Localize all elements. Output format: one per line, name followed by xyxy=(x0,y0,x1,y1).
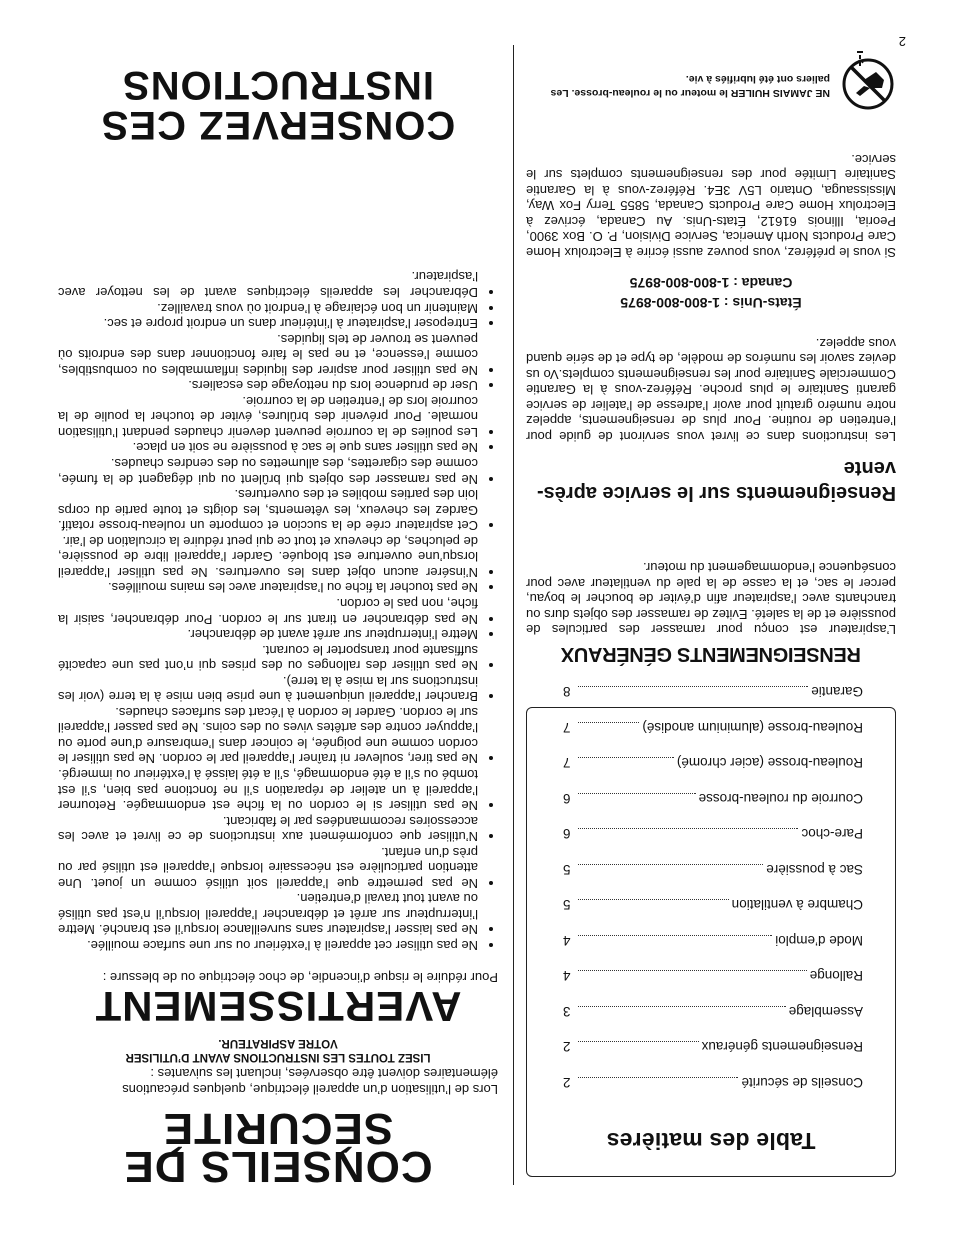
toc-leader-dots xyxy=(578,900,729,913)
toc-item-page: 2 xyxy=(563,1039,571,1055)
toc-item-label: Rallonge xyxy=(809,968,863,984)
phone-canada: Canada : 1-800-800-8975 xyxy=(629,275,793,291)
safety-rule: • Maintenir un bon éclairage à l’endroit où vous travaillez. xyxy=(58,300,478,316)
safety-rule: • Débrancher les appareils électriques avant de les nettoyer avec l’aspirateur. xyxy=(58,269,478,300)
toc-item-label: Garantie xyxy=(811,684,863,700)
safety-rule: • Ne pas utiliser si le cordon ou la fiche est endommagée. Retourner l’appareil à un atelier de réparation s’il ne fonctione pas bien, s’il est tombé ou s’il a été endommagé, s’il a été laissé à l’extérieur ou immergé. xyxy=(58,766,478,813)
toc-item xyxy=(563,664,863,700)
safety-rule: • Ne pas laisser l’aspirateur sans surveillance lorsqu’il est branché. Mettre l’interrupteur sur arrêt et débrancher l’appareil lorsqu’il n’est pas utilisé ou avant tout travail d’entretien. xyxy=(58,891,478,938)
safety-rule: • Ne pas utiliser cet appareil à l’extérieur ou sur une surface mouillée. xyxy=(58,937,478,953)
toc-item-page: 5 xyxy=(563,897,571,913)
toc-list xyxy=(563,664,863,1090)
toc-item xyxy=(563,842,863,878)
toc-item-page: 3 xyxy=(563,1004,571,1019)
toc-item-label: Assemblage xyxy=(788,1004,863,1019)
toc-item-label: Rouleau-brosse (aluminium anodisé) xyxy=(642,720,863,735)
safety-title-line2: SÉCURITÉ xyxy=(162,1104,394,1153)
safety-rule: • Ne pas permettre que l’appareil soit utilisé comme un jouet. Une attention particulière est nécessaire lorsque l’appareil est utilisé par ou près d’un enfant. xyxy=(58,844,478,891)
toc-item xyxy=(563,913,863,949)
toc-item-label: Pare-choc xyxy=(801,826,863,842)
safety-rule: • Ne pas utiliser pour aspirer des liquides inflammables ou combustibles, comme l’essence, et ne pas le faire fonctionner dans des endroits où peuvent se trouver de tels liquides. xyxy=(58,331,478,378)
toc-item xyxy=(563,771,863,807)
toc-item-label: Mode d’emploi xyxy=(775,933,863,948)
toc-title: Table des matières xyxy=(606,1128,816,1154)
safety-rule: • User de prudence lors du nettoyage des escaliers. xyxy=(58,378,478,394)
general-info-text: L’aspirateur est conçu pour ramasser des particules de poussière et de la saleté. Evitez de ramasser des objets durs ou tranchants avec l’aspirateur afin d’éviter de boucher le boyau, percer le sac, et la casse de la pale du ventilateur avec pour conséquence l’endommagement du moteur. xyxy=(526,560,896,637)
no-oil-icon xyxy=(840,48,896,110)
safety-rule: • Ne pas utiliser sans que le sac à poussière ne soit en place. xyxy=(58,440,478,456)
toc-item xyxy=(563,1055,863,1091)
toc-leader-dots xyxy=(578,971,807,984)
safety-rule: • Cet aspirateur crée de la succion et comporte un rouleau-brosse rotatif. Gardez les cheveux, les vêtements, les doigts et toute partie du corps loin des parties mobiles et des ouvertures. xyxy=(58,487,478,534)
toc-item-page: 4 xyxy=(563,968,571,984)
reduce-risk-text: Pour réduire le risque d’incendie, de choc électrique ou de blessure : xyxy=(102,970,498,985)
toc-leader-dots xyxy=(578,793,696,806)
toc-leader-dots xyxy=(578,1042,699,1055)
toc-item-page: 7 xyxy=(563,755,571,771)
service-heading: Renseignements sur le service après-vente xyxy=(536,457,896,504)
safety-title-line1: CONSEILS DE xyxy=(123,1142,433,1191)
safety-rule: • Ne pas tirer, soulever ni traîner l’appareil par le cordon. Ne pas utiliser le cordon comme une poignée, le coincer dans l’embrasure d’une porte ou l’appuyer contre des artêtes vives ou des coins. Ne pas passer l’appareil sur le cordon. Garder le cordon à l’écart des surfaces chaudes. xyxy=(58,704,478,766)
toc-item-page: 7 xyxy=(563,720,571,735)
safety-rule: • Ne pas ramasser des objets qui brûlent ou qui dégagent de la fumée, comme des cigarettes, des allumettes ou des cendres chaudes. xyxy=(58,456,478,487)
toc-item xyxy=(563,806,863,842)
safety-rule: • Entreposer l’aspirateur à l’intérieur dans un endroit propre et sec. xyxy=(58,316,478,332)
toc-item-page: 5 xyxy=(563,862,571,877)
toc-item xyxy=(563,877,863,913)
toc-item xyxy=(563,735,863,771)
safety-rule: • Ne pas utiliser des rallonges ou des prises qui n’ont pas une capacité suffisante pour transporter le courant. xyxy=(58,642,478,673)
toc-leader-dots xyxy=(578,758,674,771)
toc-item-label: Chambre à ventilation xyxy=(731,897,863,913)
service-text: Les instructions dans ce livret vous serviront de guide pour l’entretien de routine. Pour plus de renseignements, appelez notre numéro gratuit pour avoir l’adresse de l’atelier de service garanti Sanitaire le plus proche. Référez-vous à la Garantie Commerciale Sanitaire pour les renseignements complets.Vo us deviez savoir les numéros de modèle, de type et de série quand vous appelez. xyxy=(526,336,896,444)
toc-item-page: 6 xyxy=(563,826,571,842)
toc-item-label: Rouleau-brosse (acier chromé) xyxy=(676,755,863,771)
toc-leader-dots xyxy=(578,1077,738,1090)
safety-intro: Lors de l’utilisation d’un appareil électrique, quelques précautions élémentaires doivent être observées, incluant les suivantes : xyxy=(122,1066,498,1097)
toc-leader-dots xyxy=(578,687,808,700)
toc-item-page: 2 xyxy=(563,1075,571,1090)
toc-item-label: Renseignements généraux xyxy=(701,1039,863,1055)
oil-warning xyxy=(526,48,896,110)
general-info-heading: RENSEIGNEMENTS GÉNÉRAUX xyxy=(561,643,861,665)
toc-item xyxy=(563,948,863,984)
toc-item xyxy=(563,700,863,736)
toc-item-page: 4 xyxy=(563,933,571,948)
page-number: 2 xyxy=(898,34,906,49)
service-address-text: Si vous le préférez, vous pouvez aussi écrire à Electrolux Home Care Products North America, Service Division, P. O. Box 3900, Peoria, Illinois 61612, États-Unis. Au Canada, écrivez à Electrolux Home Care Products Canada, 5855 Terry Fox Way, Mississauga, Ontario L5V 3E4. Référez-vous à la Garantie Sanitaire Limitée pour des renseignements complets sur le service. xyxy=(526,152,896,260)
phone-us: États-Unis : 1-800-800-8975 xyxy=(620,295,802,311)
keep-instructions-title xyxy=(58,65,498,145)
safety-rule: • Ne pas débrancher en tirant sur le cordon. Pour débrancher, saisir la fiche, non pas le cordon. xyxy=(58,595,478,626)
safety-rule: • Mettre l’interrupteur sur arrêt avant de débrancher. xyxy=(58,627,478,643)
toc-item xyxy=(563,1019,863,1055)
toc-leader-dots xyxy=(578,722,639,735)
read-instructions-line1: LISEZ TOUTES LES INSTRUCTIONS AVANT D’UTILISER xyxy=(125,1051,431,1063)
safety-rule: • Les poulies de la courroie peuvent devenir chaudes pendant l’utilisation normale. Pour prévenir des brûlures, éviter de toucher la poulie de la courroie lors de l’entretien de la courroie. xyxy=(58,393,478,440)
read-instructions-notice xyxy=(58,1036,498,1064)
warning-title: AVERTISSEMENT xyxy=(94,983,462,1030)
toc-item-label: Courroie du rouleau-brosse xyxy=(698,791,863,806)
toc-leader-dots xyxy=(578,935,772,948)
toc-item-label: Sac à poussière xyxy=(766,862,863,877)
read-instructions-line2: VOTRE ASPIRATEUR. xyxy=(218,1037,338,1049)
keep-instructions-line2: INSTRUCTIONS xyxy=(122,63,434,107)
safety-rule: • Ne pas toucher la fiche ou l’aspirateur avec les mains mouillées. xyxy=(58,580,478,596)
table-of-contents xyxy=(526,684,896,1177)
column-divider xyxy=(513,45,514,1185)
toc-item xyxy=(563,984,863,1020)
safety-rule: • N’utiliser que conformément aux instructions de ce livret et avec les accessoires recommandées par le fabricant. xyxy=(58,813,478,844)
safety-rules-list xyxy=(58,269,498,953)
safety-rule: • Brancher l’appareil uniquement à une prise bien mise à la terre (voir les instructions sur la mise à la terre). xyxy=(58,673,478,704)
toc-leader-dots xyxy=(578,864,763,877)
oil-warning-text: NE JAMAIS HUILER le moteur ou le rouleau-brosse. Les paliers ont été lubrifiés à vie. xyxy=(550,73,830,99)
keep-instructions-line1: CONSERVEZ CES xyxy=(100,103,456,147)
toc-item-page: 6 xyxy=(563,791,571,806)
toc-leader-dots xyxy=(578,829,798,842)
safety-title xyxy=(58,1104,498,1191)
toc-leader-dots xyxy=(578,1006,786,1019)
toc-item-label: Conseils de sécurité xyxy=(741,1075,863,1090)
safety-rule: • N’insérer aucun objet dans les ouvertures. Ne pas utiliser l’appareil lorsqu’une ouverture est bloquée. Garder l’appareil libre de poussière, de peluches, de cheveux et tout ce qui peut réduire la circulation de l’air. xyxy=(58,533,478,580)
toc-item-page: 8 xyxy=(563,684,571,700)
